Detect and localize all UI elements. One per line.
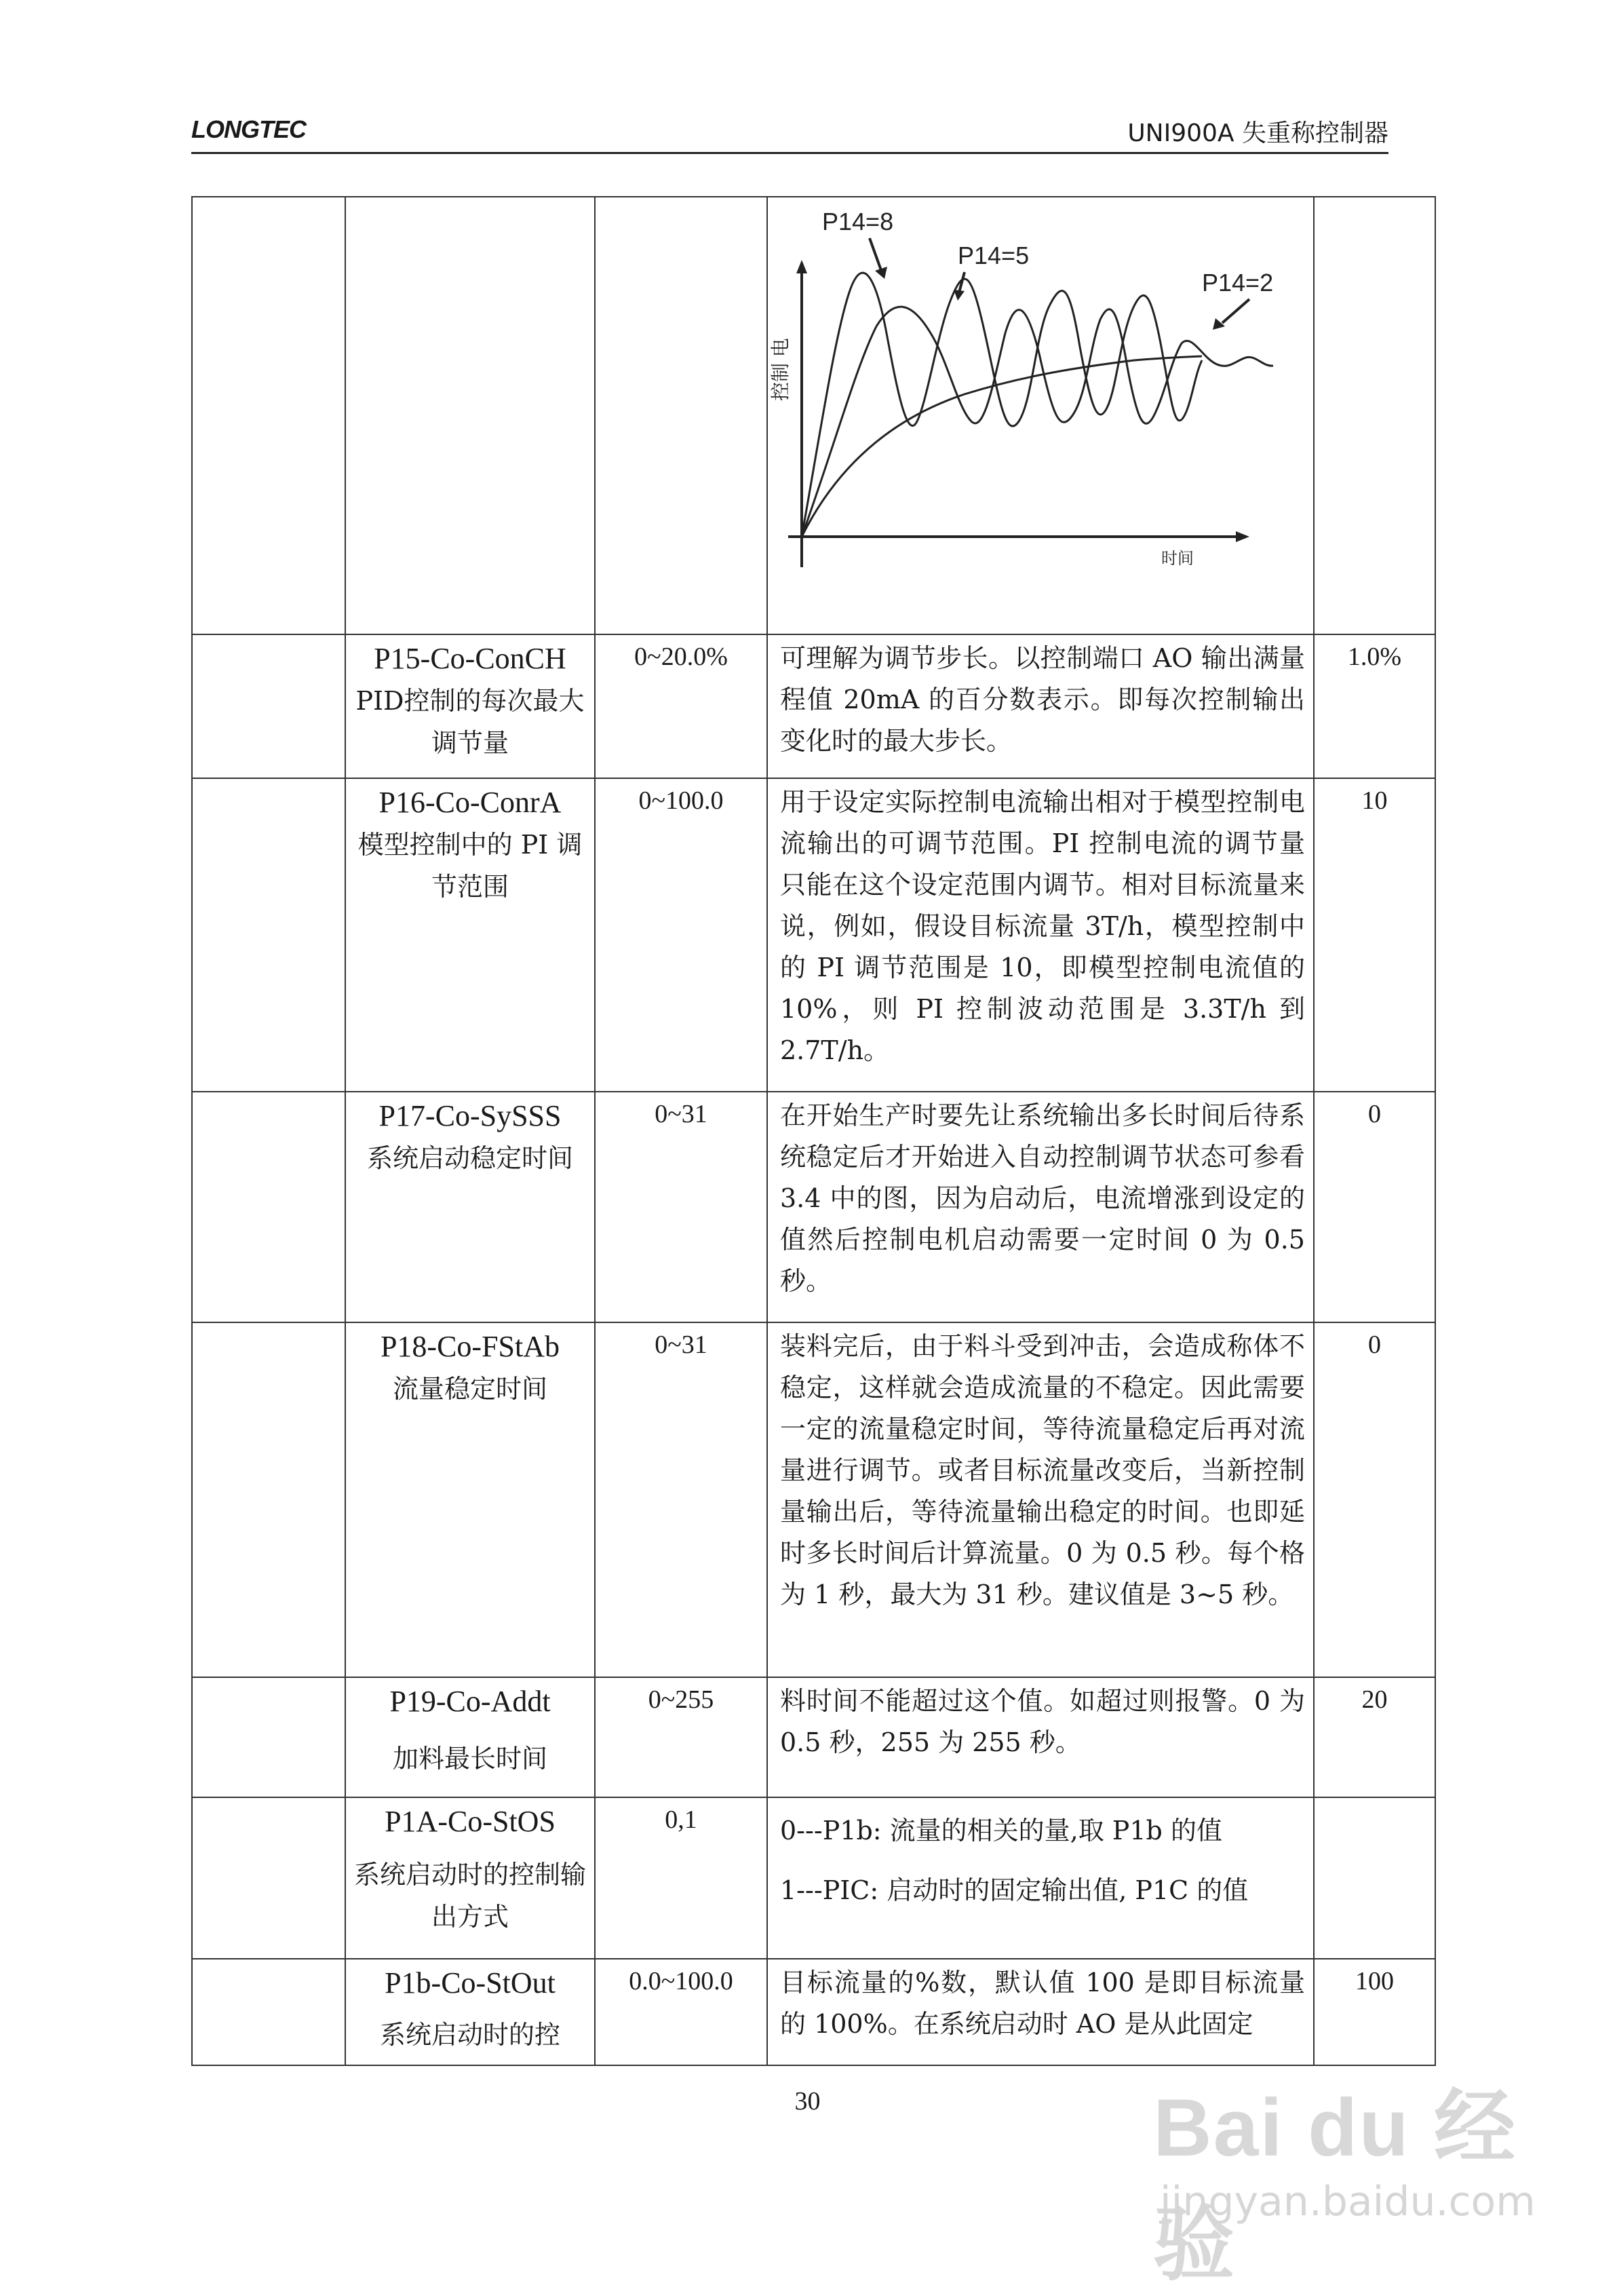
param-description: 料时间不能超过这个值。如超过则报警。0 为 0.5 秒，255 为 255 秒。: [767, 1677, 1314, 1797]
param-name: 系统启动时的控: [379, 2020, 560, 2050]
param-range: 0,1: [595, 1797, 767, 1959]
param-name: 系统启动稳定时间: [366, 1143, 573, 1173]
param-default: [1314, 1797, 1435, 1959]
pid-response-chart: [768, 197, 1313, 634]
param-default: 0: [1314, 1092, 1435, 1322]
watermark-logo: Bai du 经验: [1153, 2082, 1517, 2290]
param-row-p18: [192, 1322, 1435, 1677]
option-0: 0---P1b: 流量的相关的量,取 P1b 的值: [780, 1816, 1222, 1845]
param-code: P15-Co-ConCH: [374, 642, 566, 675]
response-chart-cell: [767, 197, 1314, 634]
param-default: 20: [1314, 1677, 1435, 1797]
param-name: PID控制的每次最大调节量: [355, 686, 585, 758]
param-name: 模型控制中的 PI 调节范围: [357, 830, 583, 902]
param-row-p16: [192, 778, 1435, 1092]
param-options: [767, 1797, 1314, 1959]
parameter-table: [191, 196, 1436, 2066]
y-axis-arrow: [796, 260, 807, 273]
param-name: 加料最长时间: [392, 1744, 547, 1774]
watermark-url: jingyan.baidu.com: [1160, 2178, 1536, 2225]
label-p14-8: P14=8: [822, 208, 894, 235]
curve-p14-5: [802, 307, 1273, 537]
group-cell: [192, 197, 345, 634]
param-range: 0.0~100.0: [595, 1959, 767, 2065]
x-axis-arrow: [1236, 531, 1249, 542]
baidu-watermark: [1153, 2063, 1587, 2290]
brand-logo: LONGTEC: [191, 115, 306, 143]
page-header: [191, 113, 1388, 154]
param-description: 目标流量的%数，默认值 100 是即目标流量的 100%。在系统启动时 AO 是从此固定: [767, 1959, 1314, 2065]
param-range: 0~100.0: [595, 778, 767, 1092]
x-axis-label: 时间: [1161, 549, 1194, 568]
param-row-p17: [192, 1092, 1435, 1322]
param-description: 装料完后，由于料斗受到冲击，会造成称体不稳定，这样就会造成流量的不稳定。因此需要一定的流量稳定时间，等待流量稳定后再对流量进行调节。或者目标流量改变后，当新控制量输出后，等待流量输出稳定的时间。也即延时多长时间后计算流量。0 为 0.5 秒。每个格为 1 秒，最大为 31 秒。建议值是 3~5 秒。: [767, 1322, 1314, 1677]
param-code: P18-Co-FStAb: [380, 1330, 560, 1363]
document-title: UNI900A 失重称控制器: [1127, 119, 1388, 147]
param-range: 0~31: [595, 1322, 767, 1677]
page-number: 30: [794, 2087, 821, 2116]
param-row-p15: [192, 634, 1435, 778]
param-description: 可理解为调节步长。以控制端口 AO 输出满量程值 20mA 的百分数表示。即每次控制输出变化时的最大步长。: [767, 634, 1314, 778]
arrow-p14-8: [870, 238, 882, 272]
param-code: P19-Co-Addt: [389, 1685, 551, 1718]
curve-p14-8: [802, 273, 1202, 537]
param-default: 100: [1314, 1959, 1435, 2065]
curve-p14-2: [802, 356, 1202, 537]
arrow-p14-2: [1222, 299, 1249, 323]
param-row-p19: [192, 1677, 1435, 1797]
label-p14-2: P14=2: [1202, 269, 1274, 296]
param-name: 流量稳定时间: [392, 1374, 547, 1404]
param-code: P17-Co-SySSS: [378, 1099, 562, 1132]
param-name: 系统启动时的控制输出方式: [353, 1860, 586, 1932]
param-default: 1.0%: [1314, 634, 1435, 778]
param-description: 用于设定实际控制电流输出相对于模型控制电流输出的可调节范围。PI 控制电流的调节量只能在这个设定范围内调节。相对目标流量来说，例如，假设目标流量 3T/h，模型控制中的 PI 调节范围是 10，即模型控制电流值的 10%，则 PI 控制波动范围是 3.3T/h 到 2.7T/h。: [767, 778, 1314, 1092]
param-range: 0~20.0%: [595, 634, 767, 778]
param-default: 0: [1314, 1322, 1435, 1677]
param-row-p1a: [192, 1797, 1435, 1959]
param-description: 在开始生产时要先让系统输出多长时间后待系统稳定后才开始进入自动控制调节状态可参看 3.4 中的图，因为启动后，电流增涨到设定的值然后控制电机启动需要一定时间 0 为 0.5 秒。: [767, 1092, 1314, 1322]
param-range: 0~31: [595, 1092, 767, 1322]
y-axis-label: 控制 电: [769, 338, 792, 401]
param-range: 0~255: [595, 1677, 767, 1797]
param-default: 10: [1314, 778, 1435, 1092]
param-code: P1b-Co-StOut: [385, 1966, 556, 2000]
param-row-p1b: [192, 1959, 1435, 2065]
param-code: P1A-Co-StOS: [385, 1805, 556, 1838]
option-1: 1---PIC: 启动时的固定输出值, P1C 的值: [780, 1875, 1249, 1905]
chart-row: [192, 197, 1435, 634]
param-code: P16-Co-ConrA: [378, 786, 562, 819]
label-p14-5: P14=5: [958, 242, 1030, 269]
